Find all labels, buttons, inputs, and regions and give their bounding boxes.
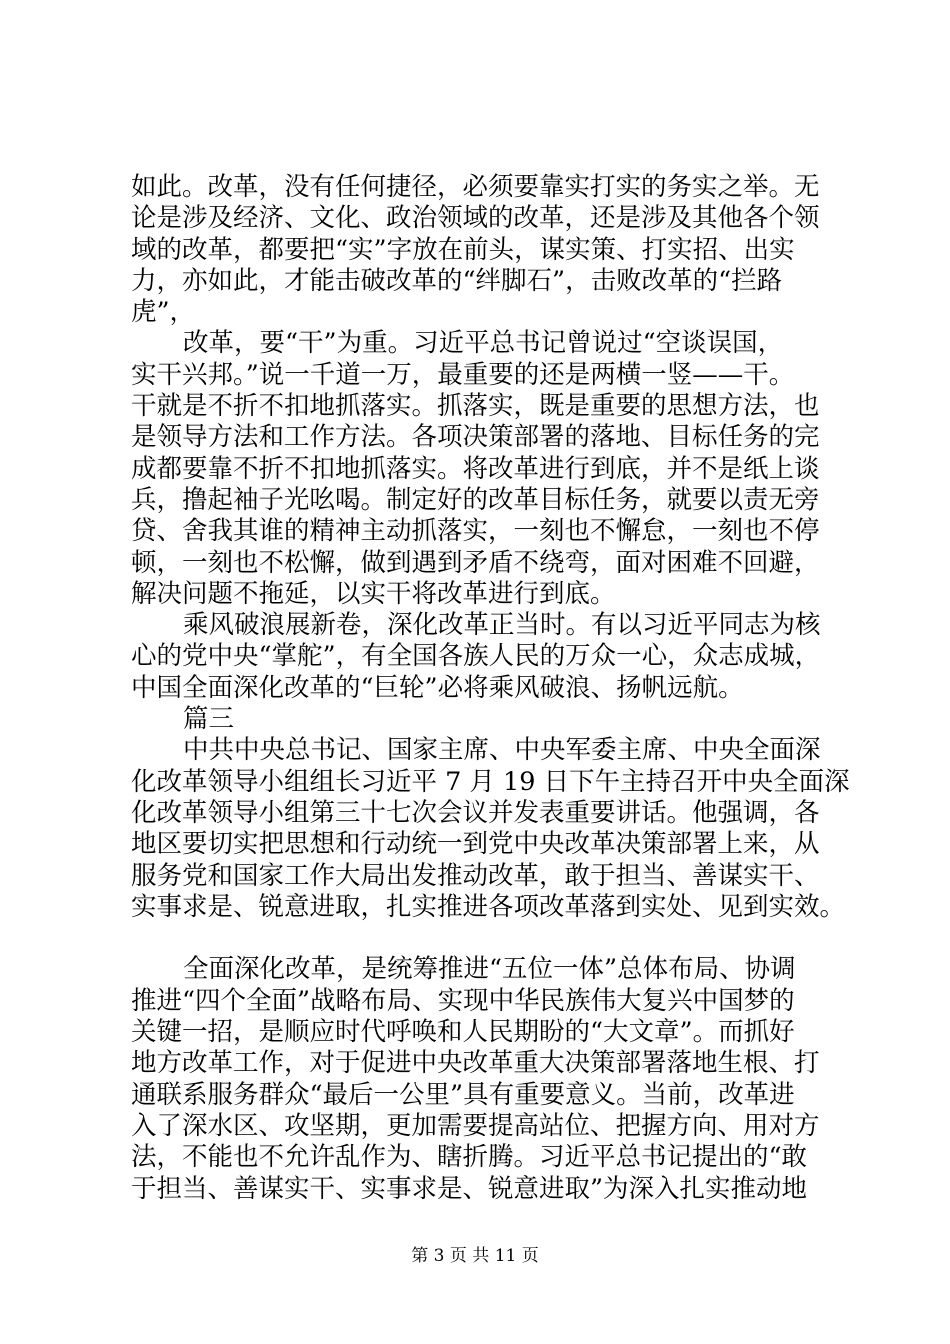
text-line: 地方改革工作，对于促进中央改革重大决策部署落地生根、打 — [131, 1048, 820, 1079]
text-line: 心的党中央“掌舵”，有全国各族人民的万众一心，众志成城， — [131, 641, 821, 672]
text-line: 顿，一刻也不松懈，做到遇到矛盾不绕弯，面对困难不回避， — [131, 547, 820, 578]
text-line: 推进“四个全面”战略布局、实现中华民族伟大复兴中国梦的 — [131, 985, 795, 1016]
text-line: 中国全面深化改革的“巨轮”必将乘风破浪、扬帆远航。 — [131, 672, 744, 703]
text-line: 干就是不折不扣地抓落实。抓落实，既是重要的思想方法，也 — [131, 391, 820, 422]
text-line: 服务党和国家工作大局出发推动改革，敢于担当、善谋实干、 — [131, 860, 820, 891]
text-line: 实事求是、锐意进取，扎实推进各项改革落到实处、见到实效。 — [131, 891, 846, 922]
text-line: 解决问题不拖延，以实干将改革进行到底。 — [131, 578, 616, 609]
section-heading: 篇三 — [183, 704, 235, 735]
text-line: 关键一招，是顺应时代呼唤和人民期盼的“大文章”。而抓好 — [131, 1017, 795, 1048]
text-line: 实干兴邦。”说一千道一万，最重要的还是两横一竖——干。 — [131, 359, 795, 390]
text-line: 力，亦如此，才能击破改革的“绊脚石”，击败改革的“拦路 — [131, 265, 783, 296]
text-line: 成都要靠不折不扣地抓落实。将改革进行到底，并不是纸上谈 — [131, 453, 820, 484]
text-line: 入了深水区、攻坚期，更加需要提高站位、把握方向、用对方 — [131, 1110, 820, 1141]
text-line: 论是涉及经济、文化、政治领域的改革，还是涉及其他各个领 — [131, 203, 820, 234]
body-text — [131, 172, 850, 1205]
text-line: 地区要切实把思想和行动统一到党中央改革决策部署上来，从 — [131, 829, 820, 860]
paragraph-first-line: 乘风破浪展新卷，深化改革正当时。有以习近平同志为核 — [183, 610, 821, 641]
text-line: 贷、舍我其谁的精神主动抓落实，一刻也不懈怠，一刻也不停 — [131, 516, 820, 547]
text-line: 域的改革，都要把“实”字放在前头，谋实策、打实招、出实 — [131, 234, 795, 265]
paragraph-first-line: 中共中央总书记、国家主席、中央军委主席、中央全面深 — [183, 735, 821, 766]
text-line: 化改革领导小组组长习近平 7 月 19 日下午主持召开中央全面深 — [131, 766, 850, 797]
paragraph-first-line: 改革，要“干”为重。习近平总书记曾说过“空谈误国， — [183, 328, 784, 359]
text-line: 虎”， — [131, 297, 196, 328]
text-line: 化改革领导小组第三十七次会议并发表重要讲话。他强调，各 — [131, 797, 820, 828]
text-line: 法，不能也不允许乱作为、瞎折腾。习近平总书记提出的“敢 — [131, 1142, 808, 1173]
page-footer: 第 3 页 共 11 页 — [411, 1246, 539, 1266]
paragraph-first-line: 全面深化改革，是统筹推进“五位一体”总体布局、协调 — [183, 954, 796, 985]
text-line: 是领导方法和工作方法。各项决策部署的落地、目标任务的完 — [131, 422, 820, 453]
text-line: 通联系服务群众“最后一公里”具有重要意义。当前，改革进 — [131, 1079, 795, 1110]
text-line: 于担当、善谋实干、实事求是、锐意进取”为深入扎实推动地 — [131, 1173, 808, 1204]
text-line: 兵，撸起袖子光吆喝。制定好的改革目标任务，就要以责无旁 — [131, 484, 820, 515]
text-line: 如此。改革，没有任何捷径，必须要靠实打实的务实之举。无 — [131, 172, 820, 202]
blank-line — [131, 923, 826, 954]
